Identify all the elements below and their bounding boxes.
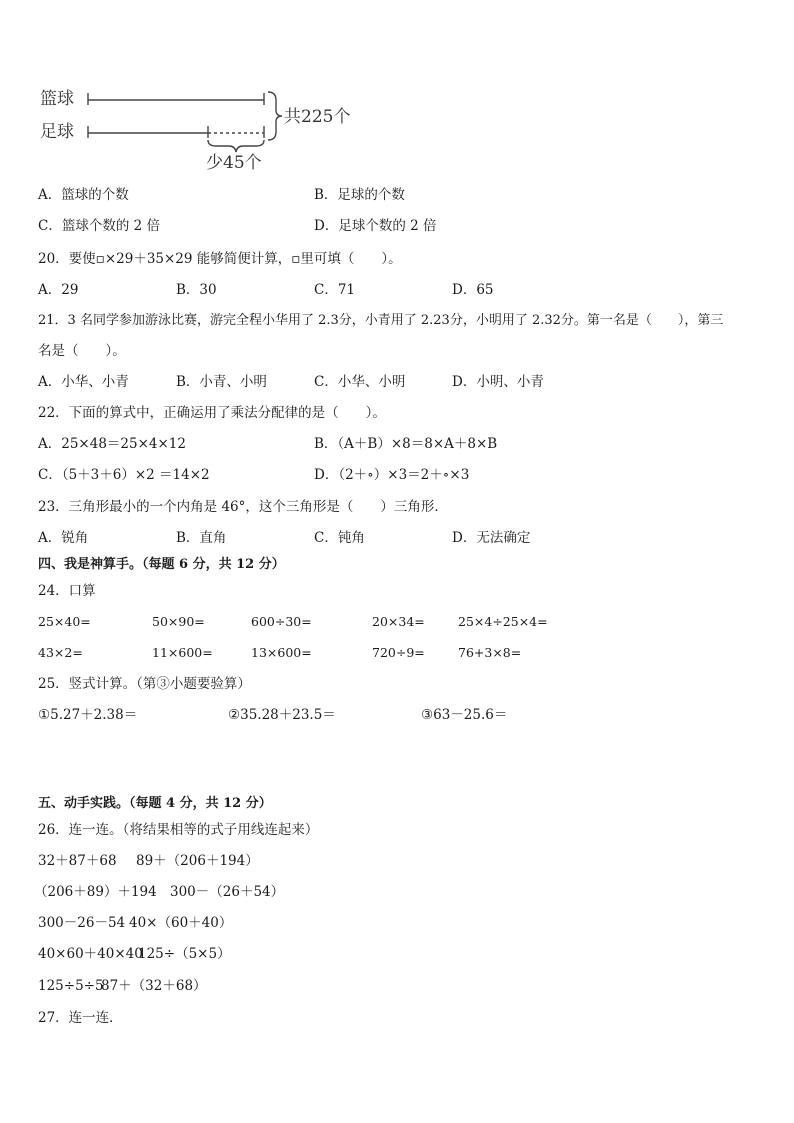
q26-left-item[interactable]: 40×60＋40×40 <box>38 946 143 962</box>
q24-item: 25×4÷25×4= <box>458 614 548 629</box>
q19-option-a[interactable]: A．篮球的个数 <box>38 187 129 203</box>
q23-option-a[interactable]: A．锐角 <box>38 530 89 546</box>
q26-stem: 26．连一连。（将结果相等的式子用线连起来） <box>38 822 319 838</box>
q22-option-a[interactable]: A．25×48＝25×4×12 <box>38 436 186 452</box>
q24-item: 25×40= <box>38 614 91 629</box>
total-brace <box>268 92 282 140</box>
q22-option-d[interactable]: D．（2＋∘）×3＝2＋∘×3 <box>314 467 470 483</box>
q19-option-b[interactable]: B．足球的个数 <box>314 187 405 203</box>
q25-item-2: ②35.28＋23.5＝ <box>228 707 336 723</box>
q19-option-d[interactable]: D．足球个数的 2 倍 <box>314 218 437 234</box>
q24-item: 43×2= <box>38 645 83 660</box>
section-5-title: 五、动手实践。（每题 4 分，共 12 分） <box>38 796 272 811</box>
difference-label: 少45个 <box>206 153 262 172</box>
q25-item-1: ①5.27＋2.38＝ <box>38 707 138 723</box>
q26-left-item[interactable]: 300－26－54 <box>38 915 126 931</box>
q26-left-item[interactable]: 32＋87＋68 <box>38 853 117 869</box>
q20-option-d[interactable]: D．65 <box>452 282 494 298</box>
q20-option-c[interactable]: C．71 <box>314 282 356 298</box>
q22-option-b[interactable]: B．（A＋B）×8＝8×A＋8×B <box>314 436 498 452</box>
q22-stem: 22．下面的算式中，正确运用了乘法分配律的是（ ）。 <box>38 405 386 421</box>
q21-option-a[interactable]: A．小华、小青 <box>38 374 129 390</box>
q24-item: 720÷9= <box>372 645 425 660</box>
q24-item: 11×600= <box>152 645 213 660</box>
q25-item-3: ③63－25.6＝ <box>421 707 508 723</box>
q26-right-item[interactable]: 125÷（5×5） <box>138 946 231 962</box>
q26-right-item[interactable]: 300－（26＋54） <box>170 884 285 900</box>
q23-option-c[interactable]: C．钝角 <box>314 530 365 546</box>
total-label: 共225个 <box>284 107 351 127</box>
bar-diagram-figure <box>36 82 366 172</box>
section-4-title: 四、我是神算手。（每题 6 分，共 12 分） <box>38 557 285 572</box>
q27-stem: 27．连一连． <box>38 1010 123 1026</box>
basketball-bar <box>88 93 264 105</box>
q24-item: 50×90= <box>152 614 205 629</box>
football-label: 足球 <box>40 122 74 142</box>
q26-right-item[interactable]: 40×（60＋40） <box>129 915 233 931</box>
q23-option-d[interactable]: D．无法确定 <box>452 530 531 546</box>
football-bar <box>88 126 264 138</box>
q24-stem: 24．口算 <box>38 583 96 599</box>
q26-right-item[interactable]: 89＋（206＋194） <box>136 853 259 869</box>
q20-stem: 20．要使▫×29＋35×29 能够简便计算，▫里可填（ ）。 <box>38 251 402 267</box>
q25-stem: 25．竖式计算。（第③小题要验算） <box>38 676 251 692</box>
q24-item: 76+3×8= <box>458 645 522 660</box>
q21-stem-line1: 21．3 名同学参加游泳比赛，游完全程小华用了 2.3分，小青用了 2.23分，小明用了 2.32分。第一名是（ ），第三 <box>38 313 724 328</box>
q24-item: 600÷30= <box>251 614 312 629</box>
q22-option-c[interactable]: C．（5＋3＋6）×2 ＝14×2 <box>38 467 210 483</box>
q21-option-b[interactable]: B．小青、小明 <box>176 374 267 390</box>
q20-option-a[interactable]: A．29 <box>38 282 79 298</box>
q26-left-item[interactable]: （206＋89）＋194 <box>34 884 157 900</box>
q24-item: 20×34= <box>372 614 425 629</box>
q21-option-c[interactable]: C．小华、小明 <box>314 374 406 390</box>
q23-option-b[interactable]: B．直角 <box>176 530 227 546</box>
q19-option-c[interactable]: C．篮球个数的 2 倍 <box>38 218 161 234</box>
q21-option-d[interactable]: D．小明、小青 <box>452 374 544 390</box>
q26-right-item[interactable]: 87＋（32＋68） <box>101 978 207 994</box>
q24-item: 13×600= <box>251 645 312 660</box>
q21-stem-line2: 名是（ ）。 <box>38 343 126 359</box>
q20-option-b[interactable]: B．30 <box>176 282 217 298</box>
basketball-label: 篮球 <box>40 89 74 109</box>
q23-stem: 23．三角形最小的一个内角是 46°，这个三角形是（ ）三角形． <box>38 499 448 515</box>
difference-brace <box>208 140 264 152</box>
q26-left-item[interactable]: 125÷5÷5 <box>38 978 104 994</box>
